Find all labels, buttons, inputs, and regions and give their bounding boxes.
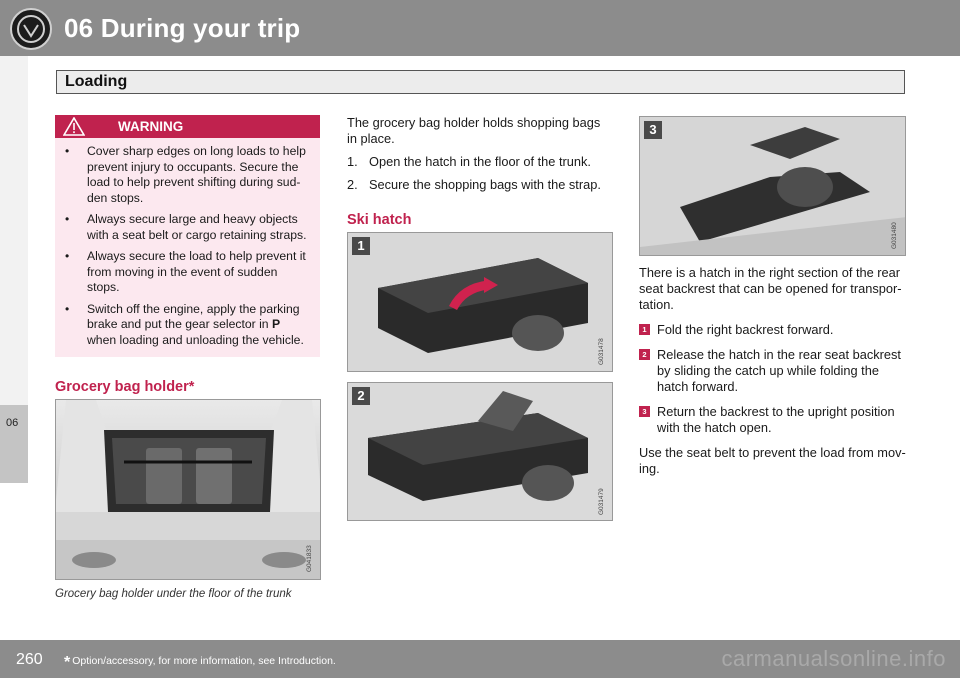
image-code: G031479 <box>598 488 605 515</box>
image-code: G041833 <box>306 545 313 572</box>
image-code: G031478 <box>598 338 605 365</box>
ski-hatch-outro: Use the seat belt to prevent the load from mov-ing. <box>639 445 906 476</box>
grocery-text <box>347 115 609 200</box>
grocery-caption: Grocery bag holder under the floor of the trunk <box>55 588 292 600</box>
watermark: carmanualsonline.info <box>721 646 946 671</box>
grocery-step: 1. Open the hatch in the floor of the trunk. <box>347 154 591 169</box>
section-title: Loading <box>65 73 128 90</box>
gear-selector-letter: P <box>271 317 281 331</box>
grocery-step: 2. Secure the shopping bags with the strap. <box>347 177 601 192</box>
footnote: * Option/accessory, for more information, see Introduction. <box>64 654 336 671</box>
volvo-logo-icon <box>10 8 52 50</box>
grocery-intro: The grocery bag holder holds shopping bags in place. <box>347 115 601 146</box>
image-code: G031480 <box>891 222 898 249</box>
warning-header <box>55 115 320 138</box>
ski-hatch-heading: Ski hatch <box>347 212 412 228</box>
warning-list <box>55 138 320 348</box>
chapter-tab-label: 06 <box>6 417 19 429</box>
ski-hatch-photo-3 <box>639 116 906 256</box>
ski-hatch-step: 3 Return the backrest to the upright position with the hatch open. <box>639 404 906 436</box>
page-number: 260 <box>16 651 43 668</box>
image-badge: 1 <box>352 237 370 255</box>
grocery-steps <box>347 154 609 193</box>
ski-hatch-photo-1 <box>347 232 613 372</box>
image-badge: 3 <box>644 121 662 139</box>
page-header <box>0 0 960 56</box>
image-badge: 2 <box>352 387 370 405</box>
ski-hatch-steps <box>639 322 906 436</box>
warning-bullet: • Cover sharp edges on long loads to help prevent injury to occupants. Secure the load to help prevent shifting during sud-den stops. <box>65 144 306 205</box>
warning-bullet: • Always secure the load to help prevent it from moving in the event of sudden stops. <box>65 249 306 294</box>
warning-title: WARNING <box>118 119 184 134</box>
ski-hatch-step: 1 Fold the right backrest forward. <box>639 322 906 338</box>
warning-box <box>55 115 320 357</box>
chapter-tab[interactable] <box>0 405 28 483</box>
ski-hatch-step: 2 Release the hatch in the rear seat backrest by sliding the catch up while folding the hatch forward. <box>639 347 906 395</box>
warning-bullet: • Always secure large and heavy objects with a seat belt or cargo retaining straps. <box>65 212 307 242</box>
side-margin <box>0 56 28 405</box>
chapter-title: 06 During your trip <box>64 13 301 43</box>
ski-hatch-intro: There is a hatch in the right section of the rear seat backrest that can be opened for transpor-tation. <box>639 265 902 312</box>
warning-bullet: • Switch off the engine, apply the parking brake and put the gear selector in P when loading and unloading the vehicle. <box>65 301 304 347</box>
section-bar <box>56 70 905 94</box>
grocery-bag-photo <box>55 399 321 580</box>
grocery-heading: Grocery bag holder* <box>55 379 195 395</box>
warning-triangle-icon <box>63 117 85 141</box>
ski-hatch-text <box>639 265 906 477</box>
page-footer <box>0 640 960 678</box>
ski-hatch-photo-2 <box>347 382 613 521</box>
